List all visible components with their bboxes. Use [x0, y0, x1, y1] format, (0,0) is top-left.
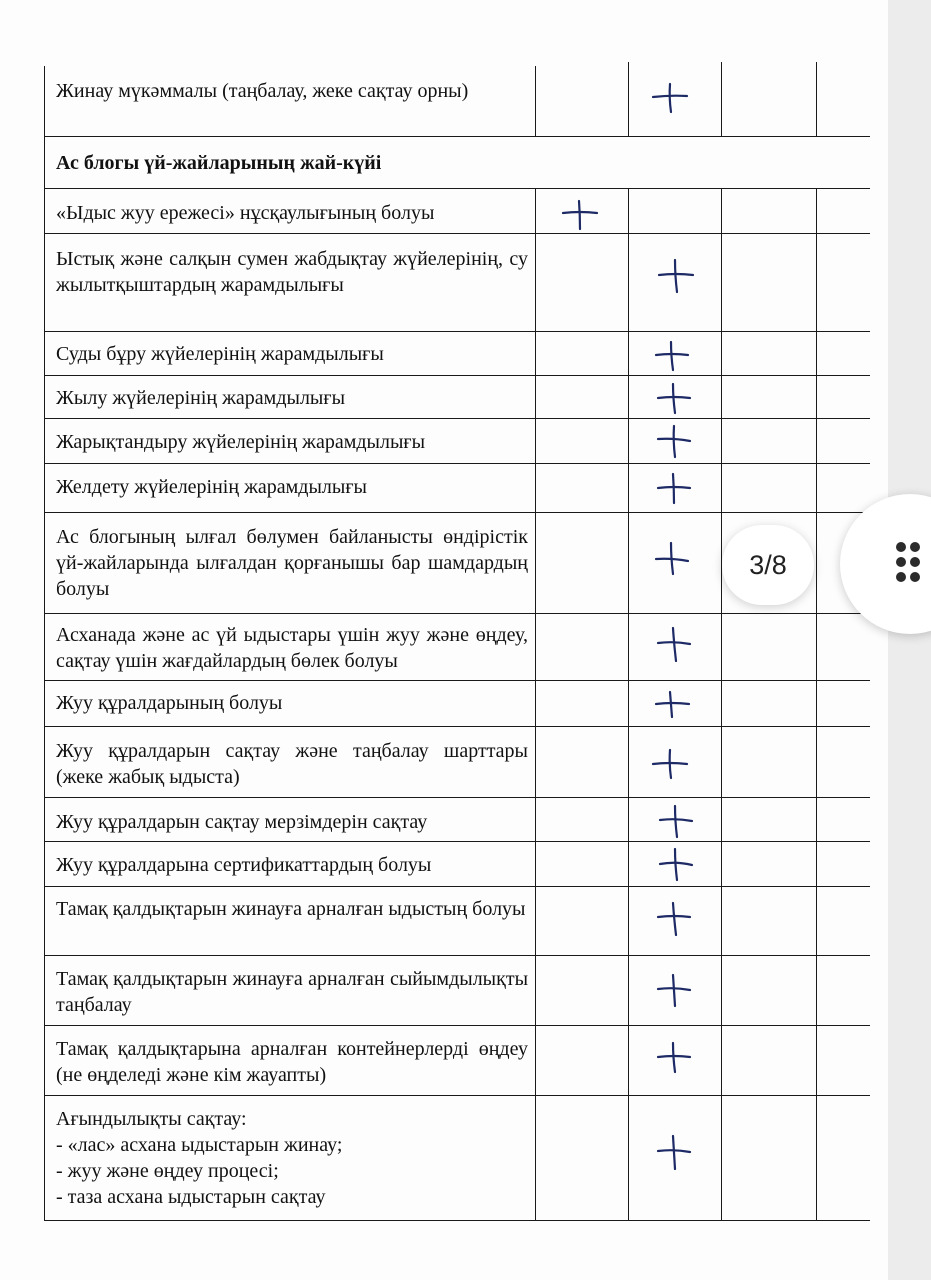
table-line: [816, 62, 817, 136]
table-cell: Ыстық және салқын сумен жабдықтау жүйелерінің, су жылытқыштардың жарамдылығы: [56, 248, 528, 296]
table-line: [44, 375, 870, 376]
table-line: [44, 66, 45, 1220]
handwritten-plus-mark: [654, 380, 694, 416]
table-line: [628, 62, 629, 136]
grid-dots-icon: [896, 542, 930, 582]
table-line: [44, 1025, 870, 1026]
table-line: [44, 463, 870, 464]
list-item: - таза асхана ыдыстарын сақтау: [56, 1186, 326, 1208]
table-cell: «Ыдыс жуу ережесі» нұсқаулығының болуы: [56, 202, 435, 224]
table-cell: Тамақ қалдықтарын жинауға арналған сыйымдылықты таңбалау: [56, 968, 528, 1016]
table-cell: Жинау мүкәммалы (таңбалау, жеке сақтау орны): [56, 80, 469, 102]
handwritten-plus-mark: [654, 1134, 694, 1170]
table-line: [44, 1095, 870, 1096]
table-line: [44, 233, 870, 234]
table-line: [44, 841, 870, 842]
handwritten-plus-mark: [652, 686, 692, 722]
table-line: [816, 188, 817, 1220]
table-cell: Жуу құралдарына сертификаттардың болуы: [56, 854, 432, 876]
table-line: [44, 955, 870, 956]
table-cell: Жарықтандыру жүйелерінің жарамдылығы: [56, 431, 426, 453]
table-cell: Асханада және ас үй ыдыстары үшін жуу және өңдеу, сақтау үшін жағдайлардың бөлек болуы: [56, 624, 528, 672]
table-line: [721, 62, 722, 136]
handwritten-plus-mark: [654, 626, 694, 662]
list-heading: Ағындылықты сақтау:: [56, 1108, 247, 1130]
viewer-edge: [888, 0, 931, 1280]
section-heading: Ас блогы үй-жайларының жай-күйі: [56, 152, 382, 174]
table-line: [44, 331, 870, 332]
list-item: - «лас» асхана ыдыстарын жинау;: [56, 1134, 343, 1156]
page-indicator: 3/8: [722, 525, 814, 605]
table-cell: [56, 1106, 528, 1210]
table-line: [44, 886, 870, 887]
handwritten-plus-mark: [560, 197, 600, 233]
handwritten-plus-mark: [652, 540, 692, 576]
handwritten-plus-mark: [654, 900, 694, 936]
handwritten-plus-mark: [654, 1039, 694, 1075]
table-cell: Тамақ қалдықтарына арналған контейнерлерді өңдеу (не өңделеді және кім жауапты): [56, 1038, 528, 1086]
table-cell: Желдету жүйелерінің жарамдылығы: [56, 476, 367, 498]
table-line: [44, 680, 870, 681]
table-cell: Жылу жүйелерінің жарамдылығы: [56, 387, 346, 409]
handwritten-plus-mark: [652, 337, 692, 373]
table-cell: Жуу құралдарын сақтау мерзімдерін сақтау: [56, 811, 428, 833]
table-line: [721, 188, 722, 1220]
handwritten-plus-mark: [650, 746, 690, 782]
table-cell: Жуу құралдарын сақтау және таңбалау шарттары (жеке жабық ыдыста): [56, 740, 528, 788]
list-item: - жуу және өңдеу процесі;: [56, 1160, 279, 1182]
table-line: [44, 1220, 870, 1221]
table-line: [44, 188, 870, 189]
handwritten-plus-mark: [654, 470, 694, 506]
table-line: [44, 512, 870, 513]
handwritten-plus-mark: [654, 423, 694, 459]
table-line: [628, 188, 629, 1220]
handwritten-plus-mark: [656, 803, 696, 839]
handwritten-plus-mark: [656, 846, 696, 882]
table-line: [44, 726, 870, 727]
table-cell: Суды бұру жүйелерінің жарамдылығы: [56, 343, 384, 365]
table-cell: Тамақ қалдықтарын жинауға арналған ыдыстың болуы: [56, 898, 526, 920]
table-line: [535, 66, 536, 136]
table-cell: Жуу құралдарының болуы: [56, 692, 283, 714]
handwritten-plus-mark: [650, 80, 690, 116]
table-line: [44, 613, 870, 614]
table-line: [535, 188, 536, 1220]
handwritten-plus-mark: [656, 258, 696, 294]
table-line: [44, 418, 870, 419]
table-line: [44, 136, 870, 137]
table-line: [44, 797, 870, 798]
table-cell: Ас блогының ылғал бөлумен байланысты өндірістік үй-жайларында ылғалдан қорғанышы бар шамдардың болуы: [56, 526, 528, 600]
handwritten-plus-mark: [654, 972, 694, 1008]
